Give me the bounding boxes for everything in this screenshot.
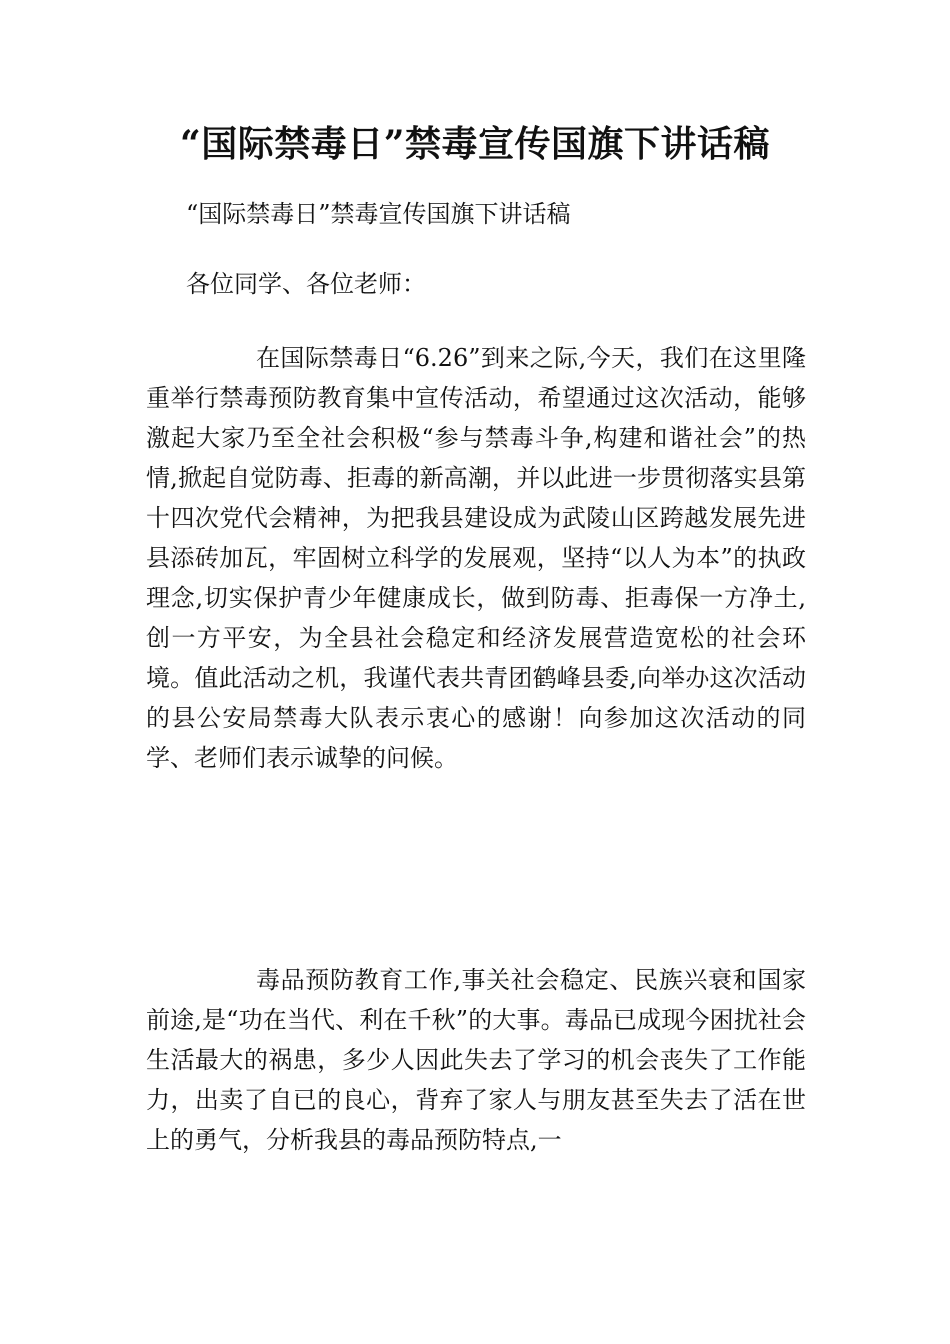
body-paragraph-1: 在国际禁毒日“6.26”到来之际,今天，我们在这里隆重举行禁毒预防教育集中宣传活动，希望通过这次活动，能够激起大家乃至全社会积极“参与禁毒斗争,构建和谐社会”的热情,掀起自觉防毒、拒毒的新高潮，并以此进一步贯彻落实县第十四次党代会精神，为把我县建设成为武陵山区跨越发展先进县添砖加瓦，牢固树立科学的发展观，坚持“以人为本”的执政理念,切实保护青少年健康成长，做到防毒、拒毒保一方净土,创一方平安，为全县社会稳定和经济发展营造宽松的社会环境。值此活动之机，我谨代表共青团鹤峰县委,向举办这次活动的县公安局禁毒大队表示衷心的感谢！向参加这次活动的同学、老师们表示诚挚的问候。	[146, 344, 806, 772]
document-title: “国际禁毒日”禁毒宣传国旗下讲话稿	[180, 123, 770, 165]
document-subtitle: “国际禁毒日”禁毒宣传国旗下讲话稿	[186, 200, 571, 228]
greeting-line: 各位同学、各位老师：	[186, 270, 426, 298]
body-paragraph-2: 毒品预防教育工作,事关社会稳定、民族兴衰和国家前途,是“功在当代、利在千秋”的大事。毒品已成现今困扰社会生活最大的祸患，多少人因此失去了学习的机会丧失了工作能力，出卖了自已的良心，背弃了家人与朋友甚至失去了活在世上的勇气，分析我县的毒品预防特点,一	[146, 966, 806, 1154]
